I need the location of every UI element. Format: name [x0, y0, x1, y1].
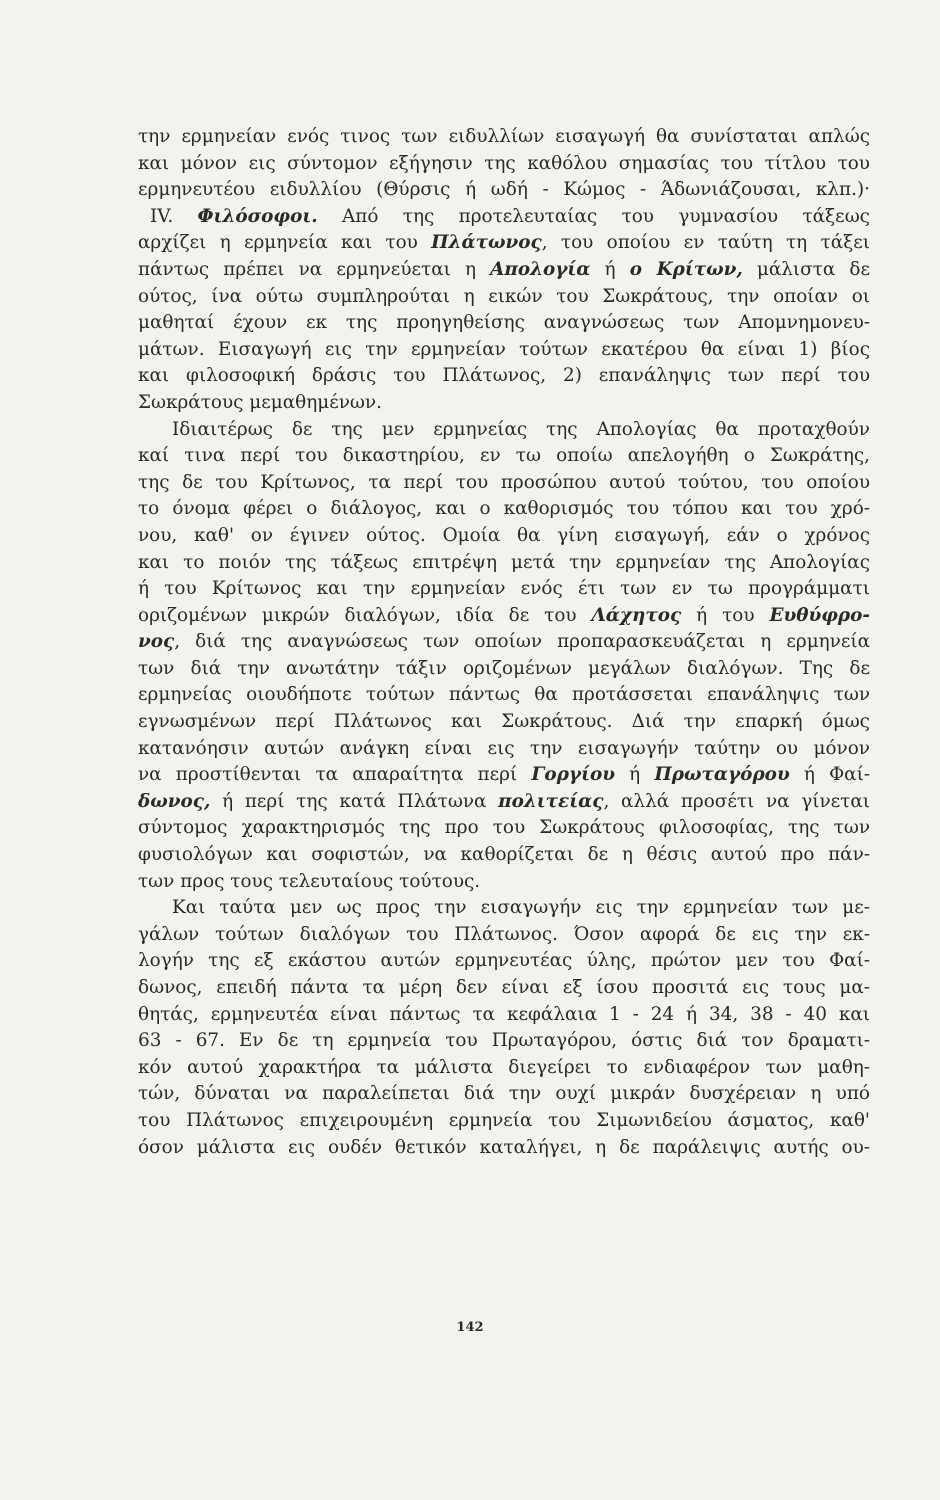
text-span: IV.: [150, 205, 198, 227]
text-line: [138, 230, 870, 257]
text-span: ούτος, ίνα ούτω συμπληρούται η εικών του Σωκράτους, την οποίαν οι: [138, 285, 870, 307]
text-line: [138, 363, 870, 390]
text-line: [138, 603, 870, 630]
text-span: , αλλά προσέτι να γίνεται: [603, 790, 870, 812]
emphasized-text: πολιτείας: [498, 790, 604, 812]
text-line: [138, 1055, 870, 1082]
text-line: [138, 576, 870, 603]
text-line: [138, 1002, 870, 1029]
emphasized-text: νος: [138, 631, 175, 653]
text-line: [138, 1108, 870, 1135]
text-span: της δε του Κρίτωνος, τα περί του προσώπου αυτού τούτου, του οποίου: [138, 471, 870, 493]
text-span: του Πλάτωνος επιχειρουμένη ερμηνεία του Σιμωνιδείου άσματος, καθ': [138, 1109, 870, 1131]
text-span: , διά της αναγνώσεως των οποίων προπαρασκευάζεται η ερμηνεία: [174, 631, 870, 653]
text-line: [138, 496, 870, 523]
text-span: ή περί της κατά Πλάτωνα: [210, 790, 499, 812]
text-span: Σωκράτους μεμαθημένων.: [138, 391, 382, 413]
text-line: [138, 310, 870, 337]
text-line: [138, 629, 870, 656]
text-span: κατανόησιν αυτών ανάγκη είναι εις την εισαγωγήν ταύτην ου μόνον: [138, 737, 870, 759]
text-line: [138, 124, 870, 151]
text-span: ερμηνευτέου ειδυλλίου (Θύρσις ή ωδή - Κώμος - Άδωνιάζουσαι, κλπ.)·: [138, 179, 870, 201]
text-span: ή του Κρίτωνος και την ερμηνείαν ενός έτι των εν τω προγράμματι: [138, 578, 870, 600]
text-line: [138, 948, 870, 975]
text-line: [138, 869, 870, 896]
emphasized-text: Ευθύφρο-: [769, 604, 871, 626]
text-line: [138, 789, 870, 816]
text-span: αρχίζει η ερμηνεία και του: [138, 232, 432, 254]
text-span: και το ποιόν της τάξεως επιτρέψη μετά την ερμηνείαν της Απολογίας: [138, 551, 870, 573]
text-line: [138, 815, 870, 842]
text-line: [138, 656, 870, 683]
text-span: και μόνον εις σύντομον εξήγησιν της καθόλου σημασίας του τίτλου του: [138, 152, 870, 174]
text-span: το όνομα φέρει ο διάλογος, και ο καθορισμός του τόπου και του χρό-: [138, 498, 870, 520]
emphasized-text: Απολογία: [490, 258, 591, 280]
text-span: φυσιολόγων και σοφιστών, να καθορίζεται δε η θέσις αυτού προ πάν-: [138, 844, 870, 866]
text-line: [138, 204, 870, 231]
body-text: [138, 124, 870, 1161]
text-line: [138, 736, 870, 763]
text-line: [138, 1135, 870, 1162]
text-line: [138, 523, 870, 550]
emphasized-text: δωνος,: [138, 790, 211, 812]
text-line: [138, 337, 870, 364]
text-span: των διά την ανωτάτην τάξιν οριζομένων μεγάλων διαλόγων. Της δε: [138, 657, 870, 679]
text-span: εγνωσμένων περί Πλάτωνος και Σωκράτους. Διά την επαρκή όμως: [138, 711, 870, 733]
text-line: [138, 550, 870, 577]
text-line: [138, 417, 870, 444]
text-span: δωνος, επειδή πάντα τα μέρη δεν είναι εξ ίσου προσιτά εις τους μα-: [138, 977, 870, 998]
text-line: [138, 284, 870, 311]
text-span: Από της προτελευταίας του γυμνασίου τάξεως: [317, 205, 870, 227]
text-line: [138, 177, 870, 204]
text-line: [138, 682, 870, 709]
text-span: των προς τους τελευταίους τούτους.: [138, 870, 481, 892]
text-span: οριζομένων μικρών διαλόγων, ιδία δε του: [138, 604, 592, 626]
text-line: [138, 443, 870, 470]
text-span: θητάς, ερμηνευτέα είναι πάντως τα κεφάλαια 1 - 24 ή 34, 38 - 40 και: [138, 1003, 870, 1025]
text-span: γάλων τούτων διαλόγων του Πλάτωνος. Όσον αφορά δε εις την εκ-: [138, 923, 870, 945]
text-line: [138, 842, 870, 869]
text-span: , του οποίου εν ταύτη τη τάξει: [541, 232, 870, 254]
text-span: πάντως πρέπει να ερμηνεύεται η: [138, 258, 491, 280]
emphasized-text: Λάχητος: [591, 604, 682, 626]
text-span: ή του: [681, 604, 770, 626]
emphasized-text: Γοργίου: [531, 764, 615, 786]
text-line: [138, 390, 870, 417]
text-span: μάτων. Εισαγωγή εις την ερμηνείαν τούτων εκατέρου θα είναι 1) βίος: [138, 338, 870, 360]
text-span: Ιδιαιτέρως δε της μεν ερμηνείας της Απολογίας θα προταχθούν: [172, 418, 870, 440]
text-span: να προστίθενται τα απαραίτητα περί: [138, 764, 532, 786]
text-span: κόν αυτού χαρακτήρα τα μάλιστα διεγείρει το ενδιαφέρον των μαθη-: [138, 1056, 870, 1078]
text-line: [138, 762, 870, 789]
text-span: σύντομος χαρακτηρισμός της προ του Σωκράτους φιλοσοφίας, της των: [138, 817, 870, 839]
page-number: 142: [456, 1320, 484, 1335]
text-line: [138, 1028, 870, 1055]
text-line: [138, 470, 870, 497]
emphasized-text: Πρωταγόρου: [654, 764, 790, 786]
text-span: Και ταύτα μεν ως προς την εισαγωγήν εις την ερμηνείαν των με-: [172, 897, 870, 919]
text-span: την ερμηνείαν ενός τινος των ειδυλλίων εισαγωγή θα συνίσταται απλώς: [138, 126, 870, 147]
emphasized-text: ο Κρίτων,: [629, 258, 743, 280]
text-span: ερμηνείας οιουδήποτε τούτων πάντως θα προτάσσεται επανάληψις των: [138, 684, 870, 706]
emphasized-text: Φιλόσοφοι.: [197, 205, 318, 227]
text-line: [138, 709, 870, 736]
text-span: νου, καθ' ον έγινεν ούτος. Ομοία θα γίνη εισαγωγή, εάν ο χρόνος: [138, 524, 870, 546]
text-line: [138, 257, 870, 284]
text-line: [138, 922, 870, 949]
text-span: 63 - 67. Εν δε τη ερμηνεία του Πρωταγόρου, όστις διά τον δραματι-: [138, 1030, 870, 1052]
text-line: [138, 975, 870, 1002]
text-span: όσον μάλιστα εις ουδέν θετικόν καταλήγει, η δε παράλειψις αυτής ου-: [138, 1136, 870, 1158]
text-span: καί τινα περί του δικαστηρίου, εν τω οποίω απελογήθη ο Σωκράτης,: [138, 445, 870, 467]
text-line: [138, 151, 870, 178]
text-span: τών, δύναται να παραλείπεται διά την ουχί μικράν δυσχέρειαν η υπό: [138, 1083, 870, 1105]
text-span: μαθηταί έχουν εκ της προηγηθείσης αναγνώσεως των Απομνημονευ-: [138, 312, 870, 334]
text-span: λογήν της εξ εκάστου αυτών ερμηνευτέας ύλης, πρώτον μεν του Φαί-: [138, 950, 870, 972]
text-line: [138, 895, 870, 922]
text-span: ή: [615, 764, 655, 786]
emphasized-text: Πλάτωνος: [431, 232, 542, 254]
text-span: και φιλοσοφική δράσις του Πλάτωνος, 2) επανάληψις των περί του: [138, 365, 870, 387]
text-span: ή Φαί-: [789, 764, 871, 786]
text-line: [138, 1081, 870, 1108]
text-span: ή: [590, 258, 630, 280]
text-span: μάλιστα δε: [742, 258, 870, 280]
